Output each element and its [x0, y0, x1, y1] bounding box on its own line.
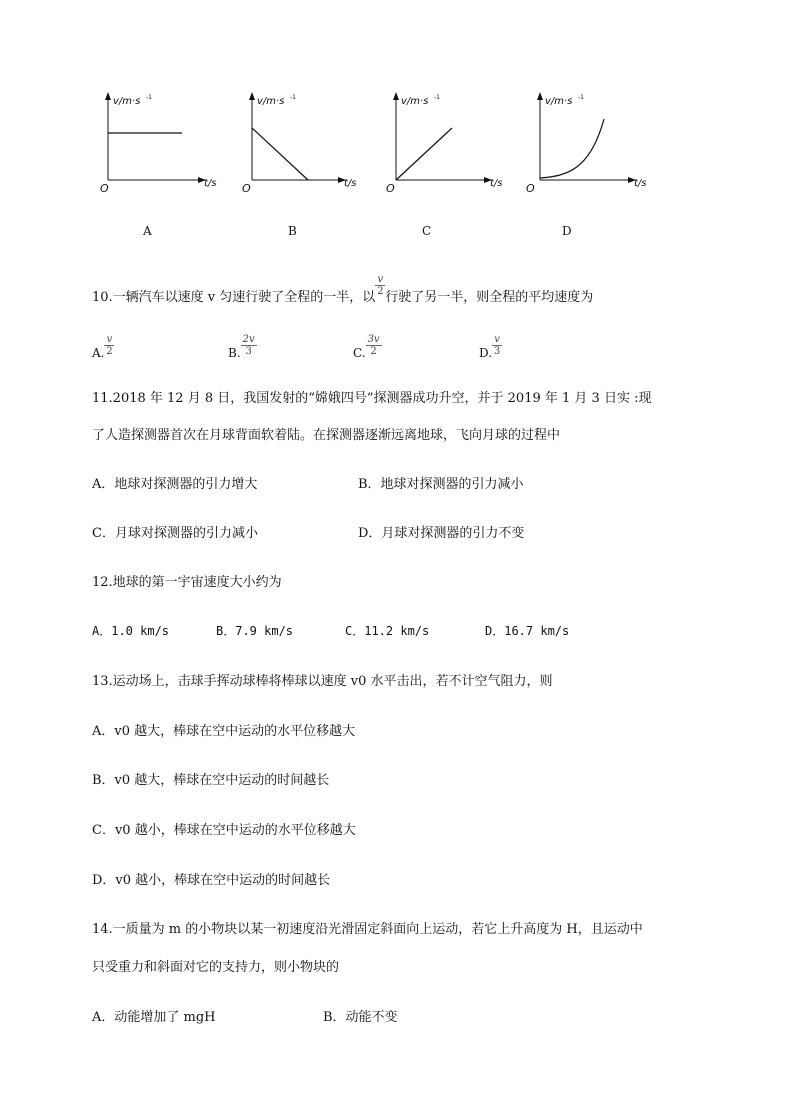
origin-label: O: [526, 182, 535, 195]
question-11-stem-line2: 了人造探测器首次在月球背面软着陆。在探测器逐渐远离地球，飞向月球的过程中: [92, 428, 561, 443]
question-14-stem-line2: 只受重力和斜面对它的支持力，则小物块的: [92, 960, 340, 975]
question-14-option-b: B．动能不变: [323, 1010, 398, 1025]
question-11-stem-line1: 11.2018 年 12 月 8 日，我国发射的“嫦娥四号”探测器成功升空，并于 2019 年 1 月 3 日实 :现: [92, 391, 652, 406]
svg-text:-1: -1: [146, 94, 152, 101]
x-axis-label: t/s: [490, 178, 503, 189]
graph-label-d: D: [562, 224, 572, 238]
question-12-option-a: A．1.0 km/s: [92, 624, 170, 638]
question-12-option-d: D．16.7 km/s: [485, 624, 570, 638]
question-10-stem: 10.一辆汽车以速度 v 匀速行驶了全程的一半，以 $\frac{v}{2}$ 行驶了另一半，则全程的平均速度为: [92, 274, 594, 305]
question-10-option-d: D. $\frac{v}{3}$: [479, 334, 501, 360]
svg-text:-1: -1: [290, 94, 296, 101]
question-10-option-c: C. $\frac{3v}{2}$: [353, 334, 380, 360]
y-axis-label: v/m·s: [401, 96, 429, 107]
question-13-stem: 13.运动场上，击球手挥动球棒将棒球以速度 v0 水平击出，若不计空气阻力，则: [92, 674, 553, 689]
question-11-option-b: B．地球对探测器的引力减小: [358, 477, 524, 492]
question-13-option-d: D．v0 越小，棒球在空中运动的时间越长: [92, 873, 331, 888]
question-11-option-a: A．地球对探测器的引力增大: [92, 477, 258, 492]
origin-label: O: [386, 182, 395, 195]
y-axis-label: v/m·s: [545, 96, 573, 107]
question-12-stem: 12.地球的第一宇宙速度大小约为: [92, 575, 282, 590]
question-10-option-b: B. $\frac{2v}{3}$: [228, 334, 255, 360]
graph-d: [526, 88, 672, 198]
question-13-option-a: A．v0 越大，棒球在空中运动的水平位移越大: [92, 724, 356, 739]
question-14-option-a: A．动能增加了 mgH: [92, 1010, 216, 1025]
question-11-option-c: C．月球对探测器的引力减小: [92, 526, 258, 541]
question-12-option-b: B．7.9 km/s: [216, 624, 294, 638]
question-12-option-c: C．11.2 km/s: [345, 624, 430, 638]
graph-label-a: A: [143, 224, 152, 238]
question-11-option-d: D．月球对探测器的引力不变: [358, 526, 525, 541]
origin-label: O: [100, 182, 109, 195]
question-10-option-a: A. $\frac{v}{2}$: [92, 334, 113, 360]
x-axis-label: t/s: [204, 178, 217, 189]
svg-text:-1: -1: [578, 94, 584, 101]
graph-c: [388, 88, 528, 198]
x-axis-label: t/s: [344, 178, 357, 189]
graph-label-b: B: [288, 224, 297, 238]
graph-a: [100, 88, 240, 198]
question-13-option-c: C．v0 越小，棒球在空中运动的水平位移越大: [92, 823, 356, 838]
graph-b: [244, 88, 384, 198]
origin-label: O: [242, 182, 251, 195]
y-axis-label: v/m·s: [257, 96, 285, 107]
question-13-option-b: B．v0 越大，棒球在空中运动的时间越长: [92, 773, 330, 788]
svg-text:-1: -1: [434, 94, 440, 101]
question-14-stem-line1: 14.一质量为 m 的小物块以某一初速度沿光滑固定斜面向上运动，若它上升高度为 H，且运动中: [92, 922, 643, 937]
fraction: $\frac{v}{2}$: [377, 274, 384, 297]
y-axis-label: v/m·s: [113, 96, 141, 107]
graph-label-c: C: [422, 224, 432, 238]
x-axis-label: t/s: [634, 178, 647, 189]
